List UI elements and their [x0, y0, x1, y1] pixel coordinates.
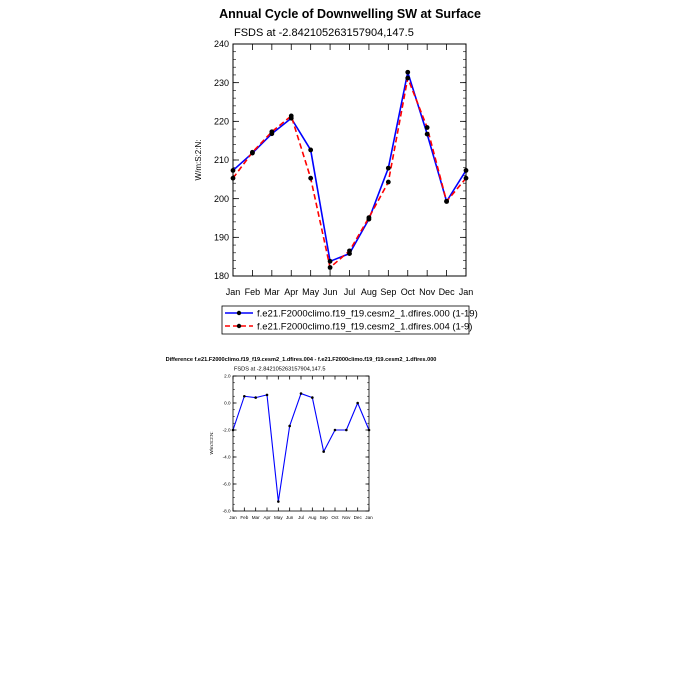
x-tick-label: Mar [264, 287, 280, 297]
x-tick-label: Jan [365, 515, 373, 520]
x-tick-label: Jul [298, 515, 304, 520]
x-tick-label: Jan [229, 515, 237, 520]
y-tick-label: -6.0 [222, 481, 231, 487]
x-tick-label: Nov [419, 287, 436, 297]
y-tick-label: 200 [213, 193, 229, 204]
legend [222, 306, 478, 334]
data-point [300, 392, 303, 395]
y-tick-label: 180 [213, 271, 229, 282]
data-point [308, 148, 313, 153]
data-point [288, 425, 291, 428]
data-point [347, 248, 352, 253]
data-point [322, 450, 325, 453]
data-point [425, 132, 430, 137]
series-line-0 [233, 72, 466, 261]
data-point [444, 199, 449, 204]
data-point [345, 429, 348, 432]
legend-label-1: f.e21.F2000climo.f19_f19.cesm2_1.dfires.004 (1-9) [257, 321, 473, 333]
y-tick-label: 220 [213, 116, 229, 127]
y-tick-label: 230 [213, 77, 229, 88]
y-axis-label: W/m:S:2:N: [209, 431, 214, 455]
legend-marker-0 [237, 311, 241, 315]
data-point [405, 70, 410, 75]
x-tick-label: Jan [225, 287, 241, 297]
data-point [311, 396, 314, 399]
tick-layer [214, 39, 473, 297]
series-line-1 [233, 78, 466, 267]
y-tick-label: 190 [213, 232, 229, 243]
chart-title: Difference f.e21.F2000climo.f19_f19.cesm2_1.dfires.004 - f.e21.F2000climo.f19_f19.cesm2_1.dfires.000 [165, 357, 437, 363]
series-layer [231, 70, 469, 270]
x-tick-label: Sep [380, 287, 397, 297]
chart-title: Annual Cycle of Downwelling SW at Surface [219, 7, 481, 21]
plot-frame [233, 44, 466, 276]
legend-entry-1 [225, 322, 472, 333]
data-point [254, 396, 257, 399]
data-point [266, 394, 269, 397]
data-point [328, 259, 333, 264]
y-tick-label: -4.0 [222, 454, 231, 460]
y-tick-label: 240 [213, 39, 229, 50]
x-tick-label: Aug [360, 287, 377, 297]
annual-cycle-chart [194, 7, 481, 334]
x-tick-label: Mar [251, 515, 260, 520]
data-point [269, 129, 274, 134]
x-tick-label: Feb [240, 515, 249, 520]
data-point [277, 500, 280, 503]
data-point [425, 125, 430, 130]
y-tick-label: 210 [213, 155, 229, 166]
x-tick-label: Jun [322, 287, 338, 297]
x-tick-label: Apr [263, 515, 271, 520]
data-point [386, 180, 391, 185]
x-tick-label: Jan [458, 287, 474, 297]
data-point [386, 166, 391, 171]
data-point [328, 265, 333, 270]
x-tick-label: Feb [244, 287, 261, 297]
x-tick-label: Nov [342, 515, 351, 520]
x-tick-label: Oct [331, 515, 339, 520]
data-point [250, 150, 255, 155]
data-point [356, 402, 359, 405]
data-point [367, 215, 372, 220]
chart-subtitle: FSDS at -2.842105263157904,147.5 [234, 366, 326, 373]
x-tick-label: Oct [400, 287, 415, 297]
x-tick-label: Jun [285, 515, 294, 520]
data-point [243, 395, 246, 398]
x-tick-label: Dec [438, 287, 455, 297]
series-line-0 [233, 394, 369, 502]
x-tick-label: Sep [319, 515, 328, 520]
x-tick-label: May [302, 287, 320, 297]
legend-entry-0 [225, 309, 478, 320]
plot-frame [233, 376, 369, 511]
x-tick-label: May [273, 515, 283, 520]
y-tick-label: 0.0 [224, 400, 231, 406]
y-tick-label: -2.0 [222, 427, 231, 433]
chart-subtitle: FSDS at -2.842105263157904,147.5 [234, 27, 414, 39]
series-layer [232, 392, 371, 503]
y-tick-label: 2.0 [224, 373, 231, 379]
y-tick-label: -8.0 [222, 508, 231, 514]
x-tick-label: Jul [343, 287, 356, 297]
data-point [289, 114, 294, 119]
x-tick-label: Aug [308, 515, 317, 520]
data-point [405, 76, 410, 81]
y-axis-label: W/m:S:2:N: [194, 139, 203, 181]
legend-label-0: f.e21.F2000climo.f19_f19.cesm2_1.dfires.000 (1-19) [257, 308, 478, 320]
data-point [334, 429, 337, 432]
difference-chart [166, 357, 437, 520]
x-tick-label: Apr [284, 287, 299, 297]
x-tick-label: Dec [353, 515, 362, 520]
legend-marker-1 [237, 324, 241, 328]
data-point [308, 176, 313, 181]
